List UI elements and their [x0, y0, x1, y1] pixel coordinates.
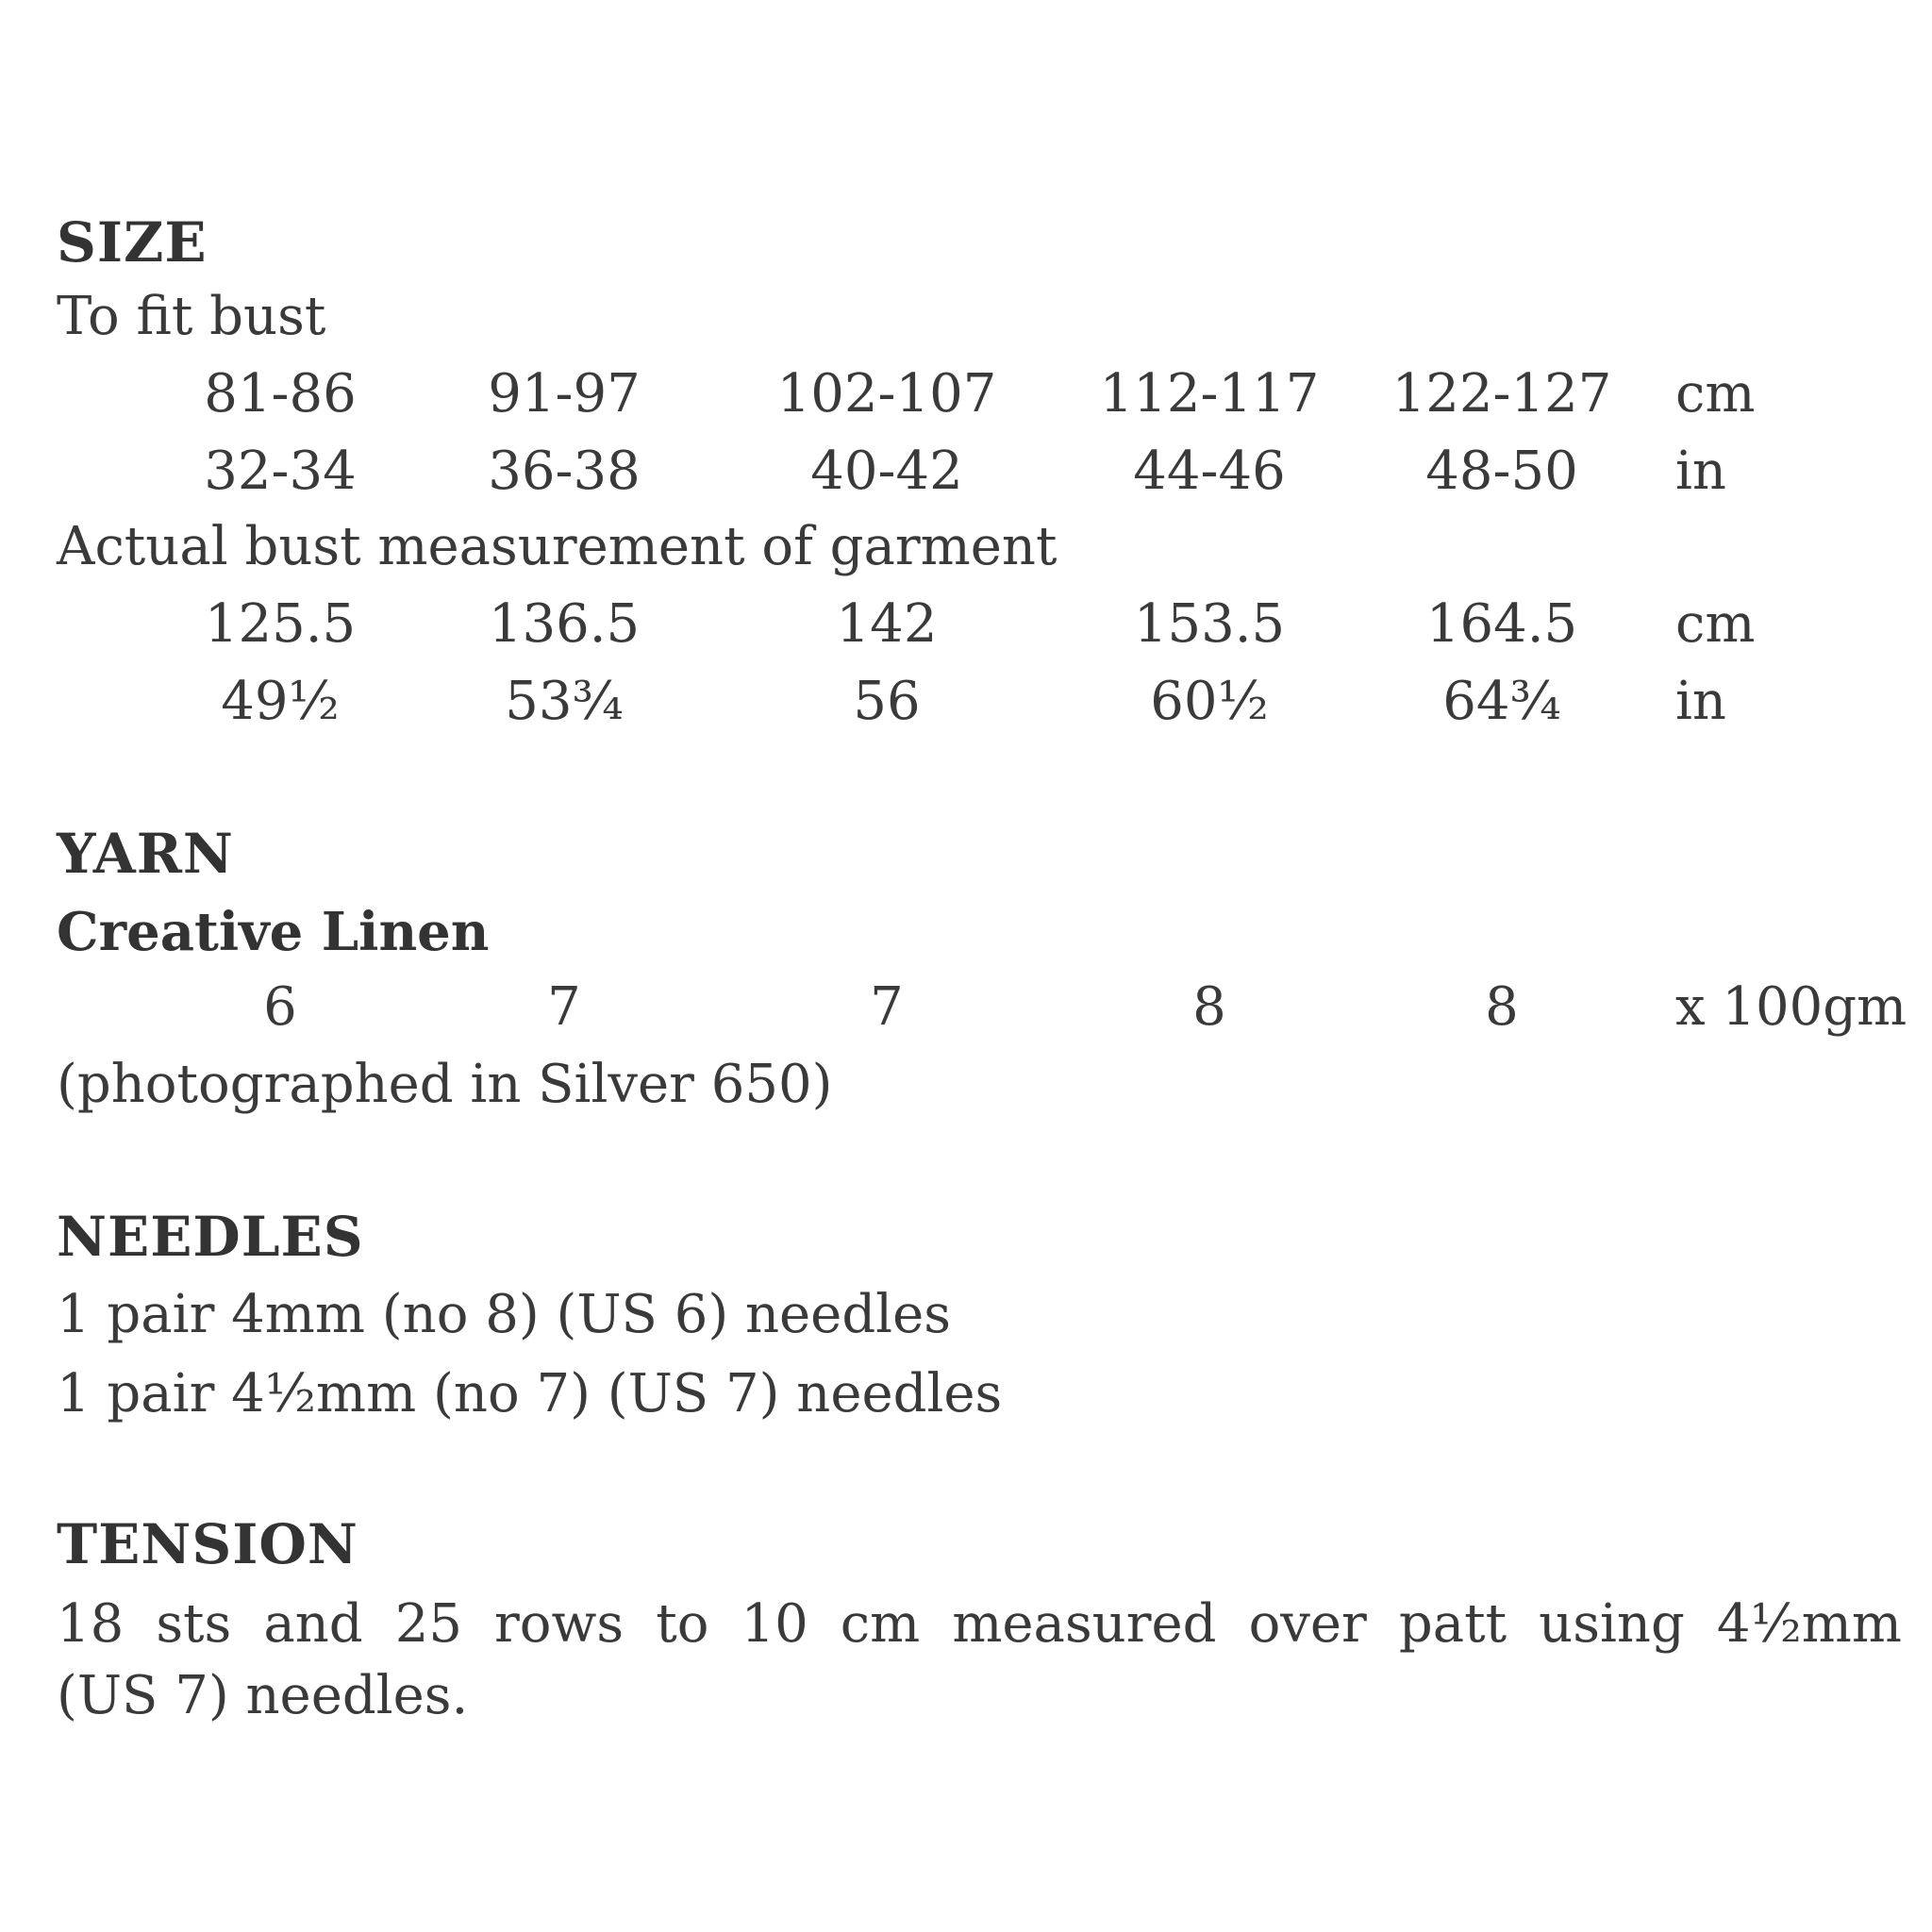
size-heading: SIZE [57, 210, 208, 275]
size-cell: 60½ [1150, 671, 1269, 732]
size-cell: 142 [836, 593, 938, 655]
size-cell: 53¾ [505, 671, 624, 732]
yarn-heading: YARN [57, 822, 234, 886]
yarn-quantity-cell: 7 [870, 976, 904, 1038]
needles-line: 1 pair 4½mm (no 7) (US 7) needles [57, 1363, 1003, 1424]
size-cell: 48-50 [1425, 441, 1578, 502]
tension-word: sts [156, 1593, 232, 1655]
size-cell: 32-34 [204, 441, 357, 502]
tension-word: over [1248, 1593, 1367, 1655]
tension-word: patt [1398, 1593, 1507, 1655]
tension-word: 4½mm [1716, 1593, 1902, 1655]
size-cell: 44-46 [1133, 441, 1286, 502]
size-cell: 36-38 [488, 441, 641, 502]
tension-heading: TENSION [57, 1512, 358, 1576]
tension-word: cm [840, 1593, 921, 1655]
size-cell: 164.5 [1425, 593, 1578, 655]
size-cell: 153.5 [1133, 593, 1286, 655]
needles-heading: NEEDLES [57, 1205, 364, 1269]
yarn-unit-label: x 100gm [1675, 976, 1907, 1038]
tension-word: rows [494, 1593, 625, 1655]
yarn-quantity-cell: 7 [547, 976, 581, 1038]
size-cell: 122-127 [1391, 363, 1612, 425]
tension-word: to [656, 1593, 709, 1655]
size-cell: 64¾ [1442, 671, 1561, 732]
size-cell: 102-107 [776, 363, 997, 425]
tension-line-1 [57, 1593, 1902, 1655]
yarn-quantity-cell: 8 [1192, 976, 1226, 1038]
size-cell: 49½ [221, 671, 340, 732]
size-cell: 112-117 [1099, 363, 1320, 425]
size-cell: 91-97 [488, 363, 641, 425]
needles-line: 1 pair 4mm (no 8) (US 6) needles [57, 1284, 951, 1345]
tension-word: 18 [57, 1593, 125, 1655]
yarn-photo-note: (photographed in Silver 650) [57, 1054, 833, 1115]
to-fit-bust-label: To fit bust [57, 286, 326, 347]
tension-word: 25 [394, 1593, 462, 1655]
size-cell: 81-86 [204, 363, 357, 425]
unit-label: cm [1675, 363, 1756, 425]
unit-label: in [1675, 671, 1726, 732]
tension-word: 10 [741, 1593, 808, 1655]
yarn-quantity-cell: 6 [263, 976, 297, 1038]
yarn-quantity-cell: 8 [1485, 976, 1519, 1038]
size-cell: 125.5 [204, 593, 357, 655]
tension-word: and [263, 1593, 363, 1655]
tension-line-2: (US 7) needles. [57, 1665, 469, 1726]
size-cell: 56 [853, 671, 921, 732]
unit-label: cm [1675, 593, 1756, 655]
tension-word: using [1539, 1593, 1685, 1655]
actual-bust-label: Actual bust measurement of garment [57, 516, 1058, 577]
size-cell: 136.5 [488, 593, 641, 655]
unit-label: in [1675, 441, 1726, 502]
tension-word: measured [952, 1593, 1217, 1655]
yarn-name: Creative Linen [57, 901, 490, 963]
size-cell: 40-42 [810, 441, 963, 502]
